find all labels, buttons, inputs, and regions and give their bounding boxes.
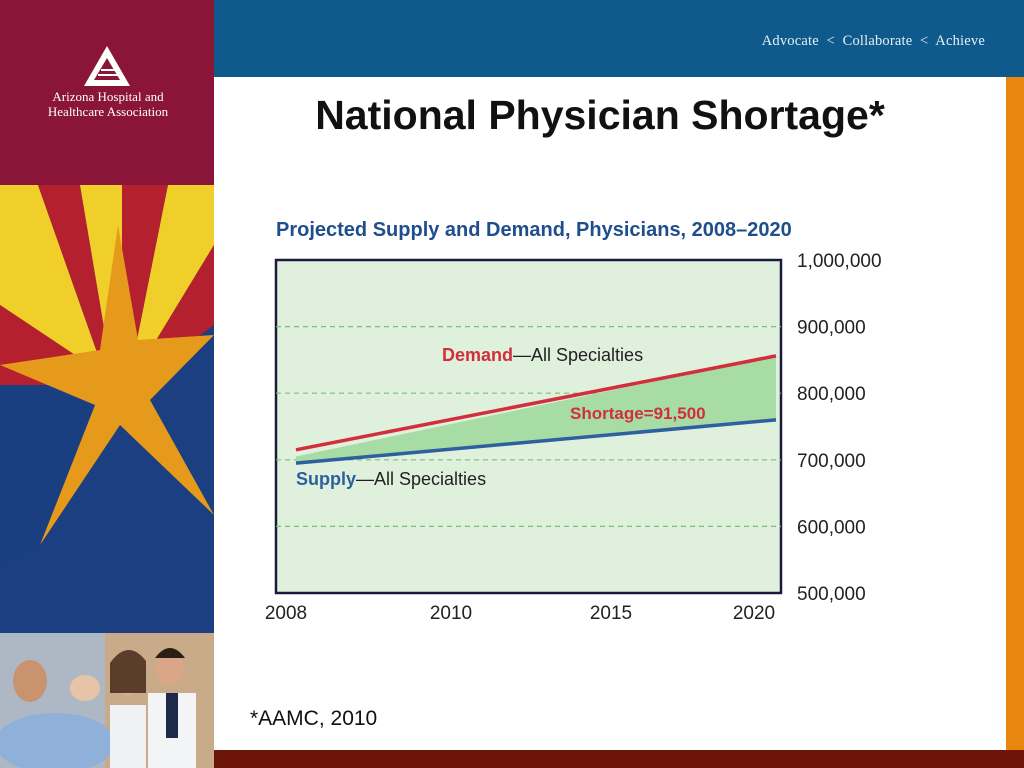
x-tick-label: 2020	[732, 603, 776, 624]
sidebar-panel	[0, 0, 214, 768]
y-tick-label: 800,000	[797, 384, 866, 406]
organization-name-line-1: Arizona Hospital and	[52, 89, 164, 104]
supply-label: Supply—All Specialties	[296, 469, 487, 489]
x-tick-label: 2010	[429, 603, 473, 624]
right-accent-bar	[1006, 77, 1024, 750]
healthcare-photo-graphic	[0, 633, 214, 768]
footer-bar	[214, 750, 1024, 768]
azhha-logo-icon	[82, 44, 132, 88]
chart-title: Projected Supply and Demand, Physicians, 2008–2020	[276, 219, 792, 241]
shortage-annotation: Shortage=91,500	[570, 404, 706, 423]
y-axis-ticks	[797, 251, 882, 605]
x-tick-label: 2015	[589, 603, 633, 624]
organization-name	[8, 89, 208, 119]
x-tick-label: 2008	[264, 603, 308, 624]
arizona-flag-graphic	[0, 185, 214, 633]
source-footnote: *AAMC, 2010	[250, 707, 378, 730]
organization-name-line-2: Healthcare Association	[47, 104, 169, 119]
slide-title: National Physician Shortage*	[315, 92, 885, 138]
y-tick-label: 500,000	[797, 584, 866, 605]
y-tick-label: 1,000,000	[797, 251, 882, 272]
demand-label: Demand—All Specialties	[442, 345, 644, 365]
y-tick-label: 600,000	[797, 517, 866, 539]
header-bar	[214, 0, 1024, 77]
y-tick-label: 900,000	[797, 317, 866, 339]
supply-demand-chart	[262, 205, 922, 630]
y-tick-label: 700,000	[797, 450, 866, 472]
x-axis-ticks	[265, 603, 775, 624]
logo-block	[0, 0, 214, 185]
chart-container	[262, 205, 922, 630]
header-tagline: Advocate < Collaborate < Achieve	[761, 33, 985, 49]
